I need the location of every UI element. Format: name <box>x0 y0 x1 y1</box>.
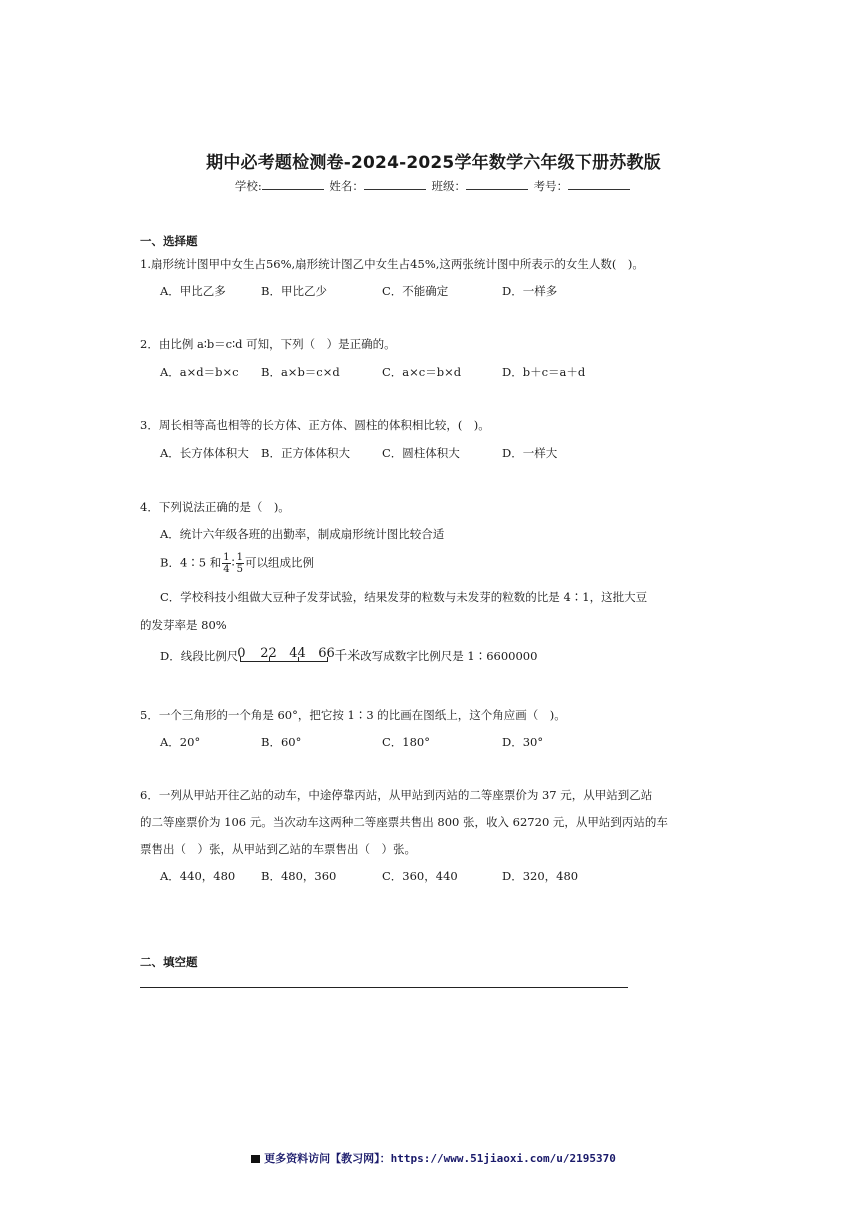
q4-d-suffix: 改写成数字比例尺是 1∶6600000 <box>360 649 538 663</box>
q5-option-d: D．30° <box>502 735 544 749</box>
student-info-line <box>0 178 867 194</box>
q4-d-prefix: D．线段比例尺 <box>160 649 239 663</box>
school-blank <box>262 178 324 190</box>
question-6-line2: 的二等座票价为 106 元。当次动车这两种二等座票共售出 800 张，收入 62720 元，从甲站到丙站的车 <box>140 815 668 829</box>
q4-option-b <box>160 552 314 575</box>
class-label: 班级： <box>431 179 467 193</box>
q5-option-b: B．60° <box>261 735 302 749</box>
section-heading-fill-blank: 二、填空题 <box>140 955 198 969</box>
fraction-one-fifth <box>236 552 244 575</box>
q4-option-d <box>160 645 537 666</box>
question-2-text: 2．由比例 a∶b＝c∶d 可知，下列（ ）是正确的。 <box>140 337 396 351</box>
q2-option-a: A．a×d＝b×c <box>160 365 239 379</box>
footer-link[interactable] <box>0 1150 867 1166</box>
fraction-numerator: 1 <box>236 552 243 563</box>
class-blank <box>466 178 528 190</box>
scale-label: 66 <box>318 646 335 661</box>
q5-option-a: A．20° <box>160 735 201 749</box>
scale-label: 22 <box>260 646 277 661</box>
q3-option-b: B．正方体体积大 <box>261 446 350 460</box>
q6-option-a: A．440，480 <box>160 869 236 883</box>
scale-unit: 千米 <box>334 649 361 664</box>
question-5-text: 5．一个三角形的一个角是 60°，把它按 1∶3 的比画在图纸上，这个角应画（ )。 <box>140 708 566 722</box>
q6-option-d: D．320，480 <box>502 869 579 883</box>
school-label: 学校: <box>234 179 262 193</box>
question-6-line3: 票售出（ ）张，从甲站到乙站的车票售出（ ）张。 <box>140 842 416 856</box>
question-4-text: 4．下列说法正确的是（ )。 <box>140 500 290 514</box>
ratio-colon: ∶ <box>231 555 235 570</box>
scale-label: 44 <box>289 646 306 661</box>
section-divider <box>140 987 628 988</box>
question-1-text: 1.扇形统计图甲中女生占56%,扇形统计图乙中女生占45%,这两张统计图中所表示的女生人数( )。 <box>140 257 644 271</box>
q4-option-a: A．统计六年级各班的出勤率，制成扇形统计图比较合适 <box>160 527 445 541</box>
section-heading-choice: 一、选择题 <box>140 234 198 248</box>
q1-option-c: C．不能确定 <box>382 284 449 298</box>
fraction-denominator: 4 <box>223 564 230 575</box>
flag-icon <box>251 1155 260 1163</box>
q4-b-prefix: B．4∶5 和 <box>160 555 222 570</box>
number-label: 考号： <box>533 179 569 193</box>
name-label: 姓名： <box>329 179 364 193</box>
q3-option-c: C．圆柱体积大 <box>382 446 460 460</box>
name-blank <box>364 178 426 190</box>
scale-label: 0 <box>237 646 246 661</box>
q1-option-a: A．甲比乙多 <box>160 284 226 298</box>
q5-option-c: C．180° <box>382 735 430 749</box>
fraction-denominator: 5 <box>236 564 243 575</box>
footer-text: 更多资料访问【教习网】：https://www.51jiaoxi.com/u/2195370 <box>264 1152 616 1165</box>
question-6-line1: 6．一列从甲站开往乙站的动车，中途停靠丙站，从甲站到丙站的二等座票价为 37 元，从甲站到乙站 <box>140 788 653 802</box>
question-3-text: 3．周长相等高也相等的长方体、正方体、圆柱的体积相比较，( )。 <box>140 418 490 432</box>
q3-option-d: D．一样大 <box>502 446 558 460</box>
q2-option-c: C．a×c＝b×d <box>382 365 462 379</box>
fraction-numerator: 1 <box>223 552 230 563</box>
scale-line <box>240 661 328 662</box>
q6-option-c: C．360，440 <box>382 869 458 883</box>
q6-option-b: B．480，360 <box>261 869 337 883</box>
line-segment-scale <box>238 648 334 666</box>
q4-option-c-line1: C．学校科技小组做大豆种子发芽试验，结果发芽的粒数与未发芽的粒数的比是 4∶1，这批大豆 <box>160 590 648 604</box>
q4-b-suffix: 可以组成比例 <box>245 555 314 570</box>
q1-option-b: B．甲比乙少 <box>261 284 327 298</box>
q4-option-c-line2: 的发芽率是 80% <box>140 618 227 632</box>
q3-option-a: A．长方体体积大 <box>160 446 249 460</box>
q2-option-b: B．a×b＝c×d <box>261 365 340 379</box>
q2-option-d: D．b＋c＝a＋d <box>502 365 586 379</box>
q1-option-d: D．一样多 <box>502 284 558 298</box>
fraction-one-fourth <box>222 552 230 575</box>
number-blank <box>568 178 630 190</box>
page-title: 期中必考题检测卷-2024-2025学年数学六年级下册苏教版 <box>206 153 661 173</box>
